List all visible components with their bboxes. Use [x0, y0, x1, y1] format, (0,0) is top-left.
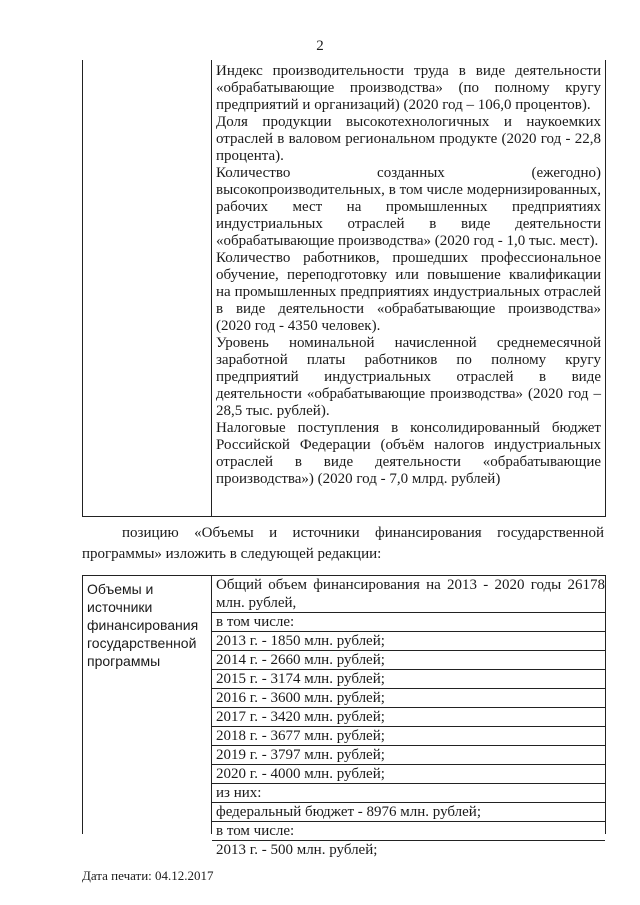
funding-line: из них:	[212, 784, 605, 803]
indicator-paragraph: Доля продукции высокотехнологичных и наукоемких отраслей в валовом региональном продукте (2020 год - 22,8 процента).	[216, 114, 601, 164]
funding-line: 2017 г. - 3420 млн. рублей;	[212, 708, 605, 727]
indicator-paragraph: Уровень номинальной начисленной среднемесячной заработной платы работников по полному кругу предприятий индустриальных отраслей в виде деятельности «обрабатывающие производства» (2020 год – 28,5 тыс. рублей).	[216, 335, 601, 419]
funding-line: 2015 г. - 3174 млн. рублей;	[212, 670, 605, 689]
funding-line: 2014 г. - 2660 млн. рублей;	[212, 651, 605, 670]
funding-line: 2020 г. - 4000 млн. рублей;	[212, 765, 605, 784]
funding-table	[82, 575, 606, 858]
indicator-paragraph: Количество работников, прошедших профессиональное обучение, переподготовку или повышение квалификации на промышленных предприятиях индустриальных отраслей в виде деятельности «обрабатывающие производства» (2020 год - 4350 человек).	[216, 250, 601, 334]
funding-line: 2019 г. - 3797 млн. рублей;	[212, 746, 605, 765]
instruction-paragraph: позицию «Объемы и источники финансирования государственной программы» изложить в следующей редакции:	[82, 525, 604, 562]
funding-total: Общий объем финансирования на 2013 - 2020 годы 26178 млн. рублей,	[212, 576, 605, 613]
funding-line: 2013 г. - 500 млн. рублей;	[216, 842, 378, 858]
page-number: 2	[316, 38, 324, 54]
column-divider	[211, 60, 212, 516]
funding-line: 2013 г. - 1850 млн. рублей;	[212, 632, 605, 651]
funding-line: в том числе:	[212, 822, 605, 841]
funding-values	[212, 576, 605, 859]
indicator-paragraph: Налоговые поступления в консолидированный бюджет Российской Федерации (объём налогов индустриальных отраслей в виде деятельности «обрабатывающие производства») (2020 год - 7,0 млрд. рублей)	[216, 420, 601, 487]
indicators-table	[82, 60, 606, 517]
funding-line: федеральный бюджет - 8976 млн. рублей;	[212, 803, 605, 822]
indicators-cell	[216, 63, 601, 488]
print-date: Дата печати: 04.12.2017	[82, 868, 214, 883]
funding-line: 2018 г. - 3677 млн. рублей;	[212, 727, 605, 746]
funding-line: 2016 г. - 3600 млн. рублей;	[212, 689, 605, 708]
funding-label: Объемы и источники финансирования государственной программы	[87, 581, 199, 669]
indicator-paragraph: Индекс производительности труда в виде деятельности «обрабатывающие производства» (по полному кругу предприятий и организаций) (2020 год – 106,0 процентов).	[216, 63, 601, 113]
funding-line: в том числе:	[212, 613, 605, 632]
indicator-paragraph: Количество созданных (ежегодно) высокопроизводительных, в том числе модернизированных, рабочих мест на промышленных предприятиях индустриальных отраслей в виде деятельности «обрабатывающие производства» (2020 год - 1,0 тыс. мест).	[216, 165, 601, 249]
